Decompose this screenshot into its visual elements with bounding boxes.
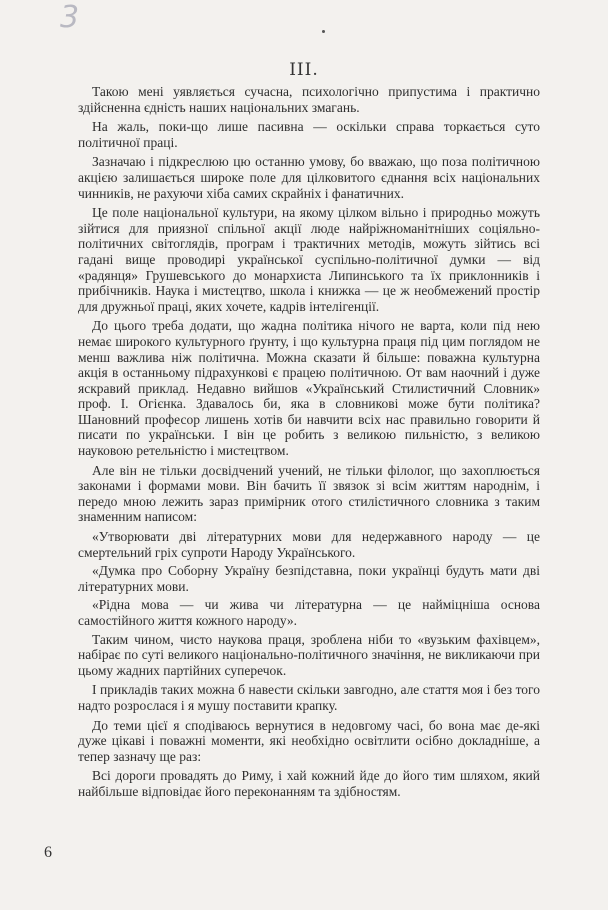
section-heading: III. (289, 60, 319, 80)
corner-pencil-mark: 3 (60, 0, 80, 35)
page-number: 6 (44, 844, 52, 861)
quote-paragraph: «Утворювати дві літературних мови для недержавного народу — це смертельний гріх супроти Народу Українського. (78, 529, 540, 560)
paragraph: Такою мені уявляється сучасна, психологічно припустима і практично здійсненна єдність наших національних змагань. (78, 84, 540, 115)
body-text (78, 84, 540, 804)
paragraph: Зазначаю і підкреслюю цю останню умову, бо вважаю, що поза політичною акцією залишається широке поле для цілковитого єднання всіх національних чинників, не рахуючи хіба самих скрайніх і фанатичних. (78, 154, 540, 201)
paragraph: До цього треба додати, що жадна політика нічого не варта, коли під нею немає широкого культурного ґрунту, і що культурна праця під цим поглядом не менш важлива ніж політична. Можна сказати й більше: поважна культурна акція в останньому підрахункові є працею політичною. От вам наочний і дуже яскравий приклад. Недавно вийшов «Український Стилистичний Словник» проф. І. Огієнка. Здавалось би, яка в словникові може бути політика? Шановний професор лишень хотів би навчити всіх нас правильно говорити й писати по українськи. І він це робить з великою пильністю, з великою науковою ретельністю і мистецтвом. (78, 318, 540, 459)
quote-paragraph: «Рідна мова — чи жива чи літературна — це наймiцніша основа самостійного життя кожного народу». (78, 597, 540, 628)
paragraph: На жаль, поки-що лише пасивна — оскільки справа торкається суто політичної праці. (78, 119, 540, 150)
paragraph: Всі дороги провадять до Риму, і хай кожний йде до його тим шляхом, який найбільше відповідає його переконанням та здібностям. (78, 768, 540, 799)
quote-paragraph: «Думка про Соборну Україну безпідставна, поки українці будуть мати дві літературних мови. (78, 563, 540, 594)
paragraph: І прикладів таких можна б навести скільки завгодно, але стаття моя і без того надто розрослася і я мушу поставити крапку. (78, 682, 540, 713)
paragraph: До теми цієї я сподіваюсь вернутися в недовгому часі, бо вона має де-які дуже цікаві і поважні моменти, які необхідно освітлити осібно докладніше, а тепер зазначу ще раз: (78, 717, 540, 764)
paper-speck (322, 30, 325, 33)
paragraph: Але він не тільки досвідчений учений, не тільки філолог, що захоплюється законами і формами мови. Він бачить її звязок зі всім життям народнім, і передо мною лежить зараз примірник отого стилістичного словника з таким знаменним написом: (78, 462, 540, 525)
paragraph: Таким чином, чисто наукова праця, зроблена ніби то «вузьким фахівцем», набірає по суті великого національно-політичного значіння, не викликаючи при цьому жадних партійних суперечок. (78, 631, 540, 678)
paragraph: Це поле національної культури, на якому цілком вільно і природньо можуть зійтися для приязної спільної акції люде найріжноманітніших соціяльно-політичних світоглядів, програм і трактичних методів, можуть зійтись всі гадані вище проводирі української суспільно-політичної думки — від «радянця» Грушевського до монархиста Липинського та їх приклонників і прибічників. Наука і мистецтво, школа і книжка — це ж необмежений простір для дружньої праці, яких хочете, кадрів інтелігенції. (78, 205, 540, 314)
